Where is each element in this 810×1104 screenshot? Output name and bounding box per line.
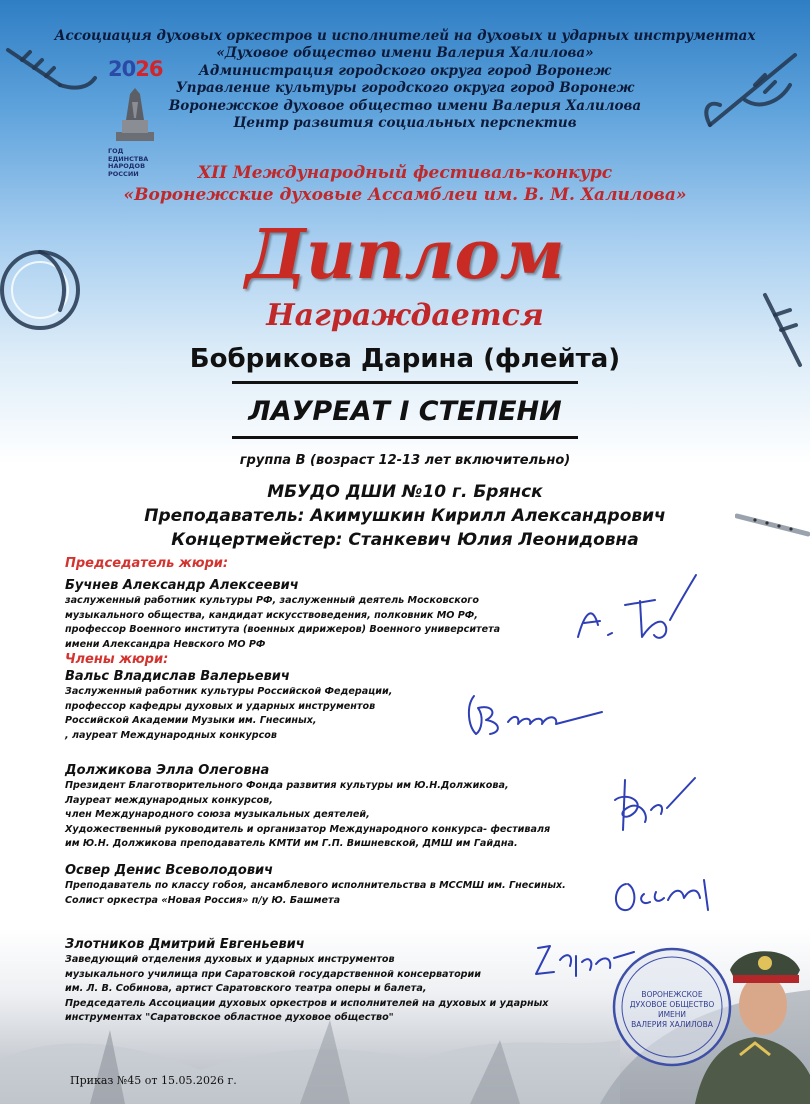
- festival-title: [0, 162, 810, 206]
- jury-desc-line: Солист оркестра «Новая Россия» п/у Ю. Башмета: [65, 894, 341, 906]
- jury-desc-line: им Ю.Н. Должикова преподаватель КМТИ им Г.П. Вишневской, ДМШ им Гайдна.: [65, 838, 518, 850]
- jury-desc-line: профессор кафедры духовых и ударных инструментов: [65, 700, 376, 712]
- organizer-line: Ассоциация духовых оркестров и исполнителей на духовых и ударных инструментах: [54, 28, 756, 44]
- recipient-name: Бобрикова Дарина (флейта): [189, 344, 621, 374]
- jury-member: [65, 762, 625, 852]
- svg-text:ВАЛЕРИЯ ХАЛИЛОВА: ВАЛЕРИЯ ХАЛИЛОВА: [631, 1020, 713, 1029]
- signature-member: [605, 770, 700, 840]
- signature-member: [608, 870, 728, 920]
- organizer-line: Администрация городского округа город Воронеж: [198, 62, 612, 79]
- emblem-monument-icon: [112, 82, 158, 142]
- jury-chair-label: Председатель жюри:: [65, 556, 229, 571]
- logo-caption-line: НАРОДОВ: [108, 162, 146, 170]
- jury-desc-line: профессор Военного института (военных дирижеров) Военного университета: [65, 624, 501, 636]
- jury-member-name: Злотников Дмитрий Евгеньевич: [65, 937, 305, 952]
- jury-desc-line: Председатель Ассоциации духовых оркестров и исполнителей на духовых и ударных: [65, 997, 549, 1009]
- logo-caption-line: РОССИИ: [108, 169, 139, 178]
- jury-desc-line: Лауреат международных конкурсов,: [65, 794, 273, 806]
- school-block: [0, 480, 810, 552]
- jury-desc-line: им. Л. В. Собинова, артист Саратовского театра оперы и балета,: [65, 983, 427, 995]
- festival-line-2: «Воронежские духовые Ассамблеи им. В. М. Халилова»: [123, 185, 687, 205]
- society-stamp: [610, 945, 735, 1070]
- accompanist: Концертмейстер: Станкевич Юлия Леонидовна: [171, 530, 639, 550]
- jury-desc-line: музыкального общества, кандидат искусствоведения, полковник МО РФ,: [65, 609, 478, 621]
- divider: [232, 381, 578, 384]
- organizer-line: Управление культуры городского округа город Воронеж: [175, 80, 635, 97]
- year-of-unity-logo: [108, 58, 166, 178]
- jury-desc-line: Заслуженный работник культуры Российской Федерации,: [65, 686, 393, 697]
- awarded-label: Награждается: [266, 298, 544, 333]
- jury-member-name: Должикова Элла Олеговна: [65, 763, 270, 778]
- jury-desc-line: имени Александра Невского МО РФ: [65, 638, 266, 650]
- jury-desc-line: , лауреат Международных конкурсов: [65, 729, 277, 741]
- svg-text:ВОРОНЕЖСКОЕ: ВОРОНЕЖСКОЕ: [641, 990, 703, 999]
- festival-line-1: XII Международный фестиваль-конкурс: [197, 163, 613, 183]
- order-number: Приказ №45 от 15.05.2026 г.: [70, 1074, 237, 1087]
- divider: [232, 436, 578, 439]
- jury-desc-line: заслуженный работник культуры РФ, заслуженный деятель Московского: [65, 595, 479, 606]
- age-group: группа В (возраст 12-13 лет включительно): [239, 453, 571, 468]
- jury-chair-name: Бучнев Александр Алексеевич: [65, 578, 299, 593]
- jury-chair-section: [65, 556, 625, 652]
- jury-desc-line: музыкального училища при Саратовской государственной консерватории: [65, 968, 481, 980]
- organizer-line: Центр развития социальных перспектив: [233, 115, 577, 132]
- institution: МБУДО ДШИ №10 г. Брянск: [267, 482, 543, 502]
- diploma-title: Диплом: [245, 215, 565, 295]
- jury-member-name: Освер Денис Всеволодович: [65, 863, 274, 878]
- logo-caption-line: ГОД: [108, 147, 124, 155]
- organizer-line: «Духовое общество имени Валерия Халилова»: [216, 45, 594, 62]
- signature-chair: [570, 565, 700, 650]
- logo-year-part: 20: [108, 57, 136, 81]
- jury-desc-line: член Международного союза музыкальных деятелей,: [65, 809, 370, 821]
- jury-member-name: Вальс Владислав Валерьевич: [65, 669, 290, 684]
- jury-desc-line: инструментах "Саратовское областное духовое общество": [65, 1012, 394, 1024]
- logo-caption-line: ЕДИНСТВА: [108, 154, 149, 163]
- jury-members-label-block: [65, 652, 625, 668]
- jury-desc-line: Преподаватель по классу гобоя, ансамблевого исполнительства в МССМШ им. Гнесиных.: [65, 880, 566, 891]
- jury-desc-line: Художественный руководитель и организатор Международного конкурса- фестиваля: [65, 823, 551, 835]
- svg-text:ИМЕНИ: ИМЕНИ: [657, 1010, 687, 1019]
- logo-year: [108, 58, 166, 80]
- jury-desc-line: Президент Благотворительного Фонда развития культуры им Ю.Н.Должикова,: [65, 780, 509, 791]
- jury-desc-line: Заведующий отделения духовых и ударных инструментов: [65, 954, 395, 965]
- signature-member: [462, 686, 612, 746]
- award-level: ЛАУРЕАТ I СТЕПЕНИ: [248, 396, 562, 427]
- logo-year-part: 26: [135, 57, 163, 81]
- svg-text:ДУХОВОЕ ОБЩЕСТВО: ДУХОВОЕ ОБЩЕСТВО: [629, 1000, 715, 1009]
- organizer-line: Воронежское духовое общество имени Валерия Халилова: [168, 97, 642, 114]
- teacher: Преподаватель: Акимушкин Кирилл Александрович: [144, 506, 666, 526]
- jury-desc-line: Российской Академии Музыки им. Гнесиных,: [65, 715, 317, 727]
- jury-member: [65, 862, 625, 908]
- jury-members-label: Члены жюри:: [65, 652, 169, 667]
